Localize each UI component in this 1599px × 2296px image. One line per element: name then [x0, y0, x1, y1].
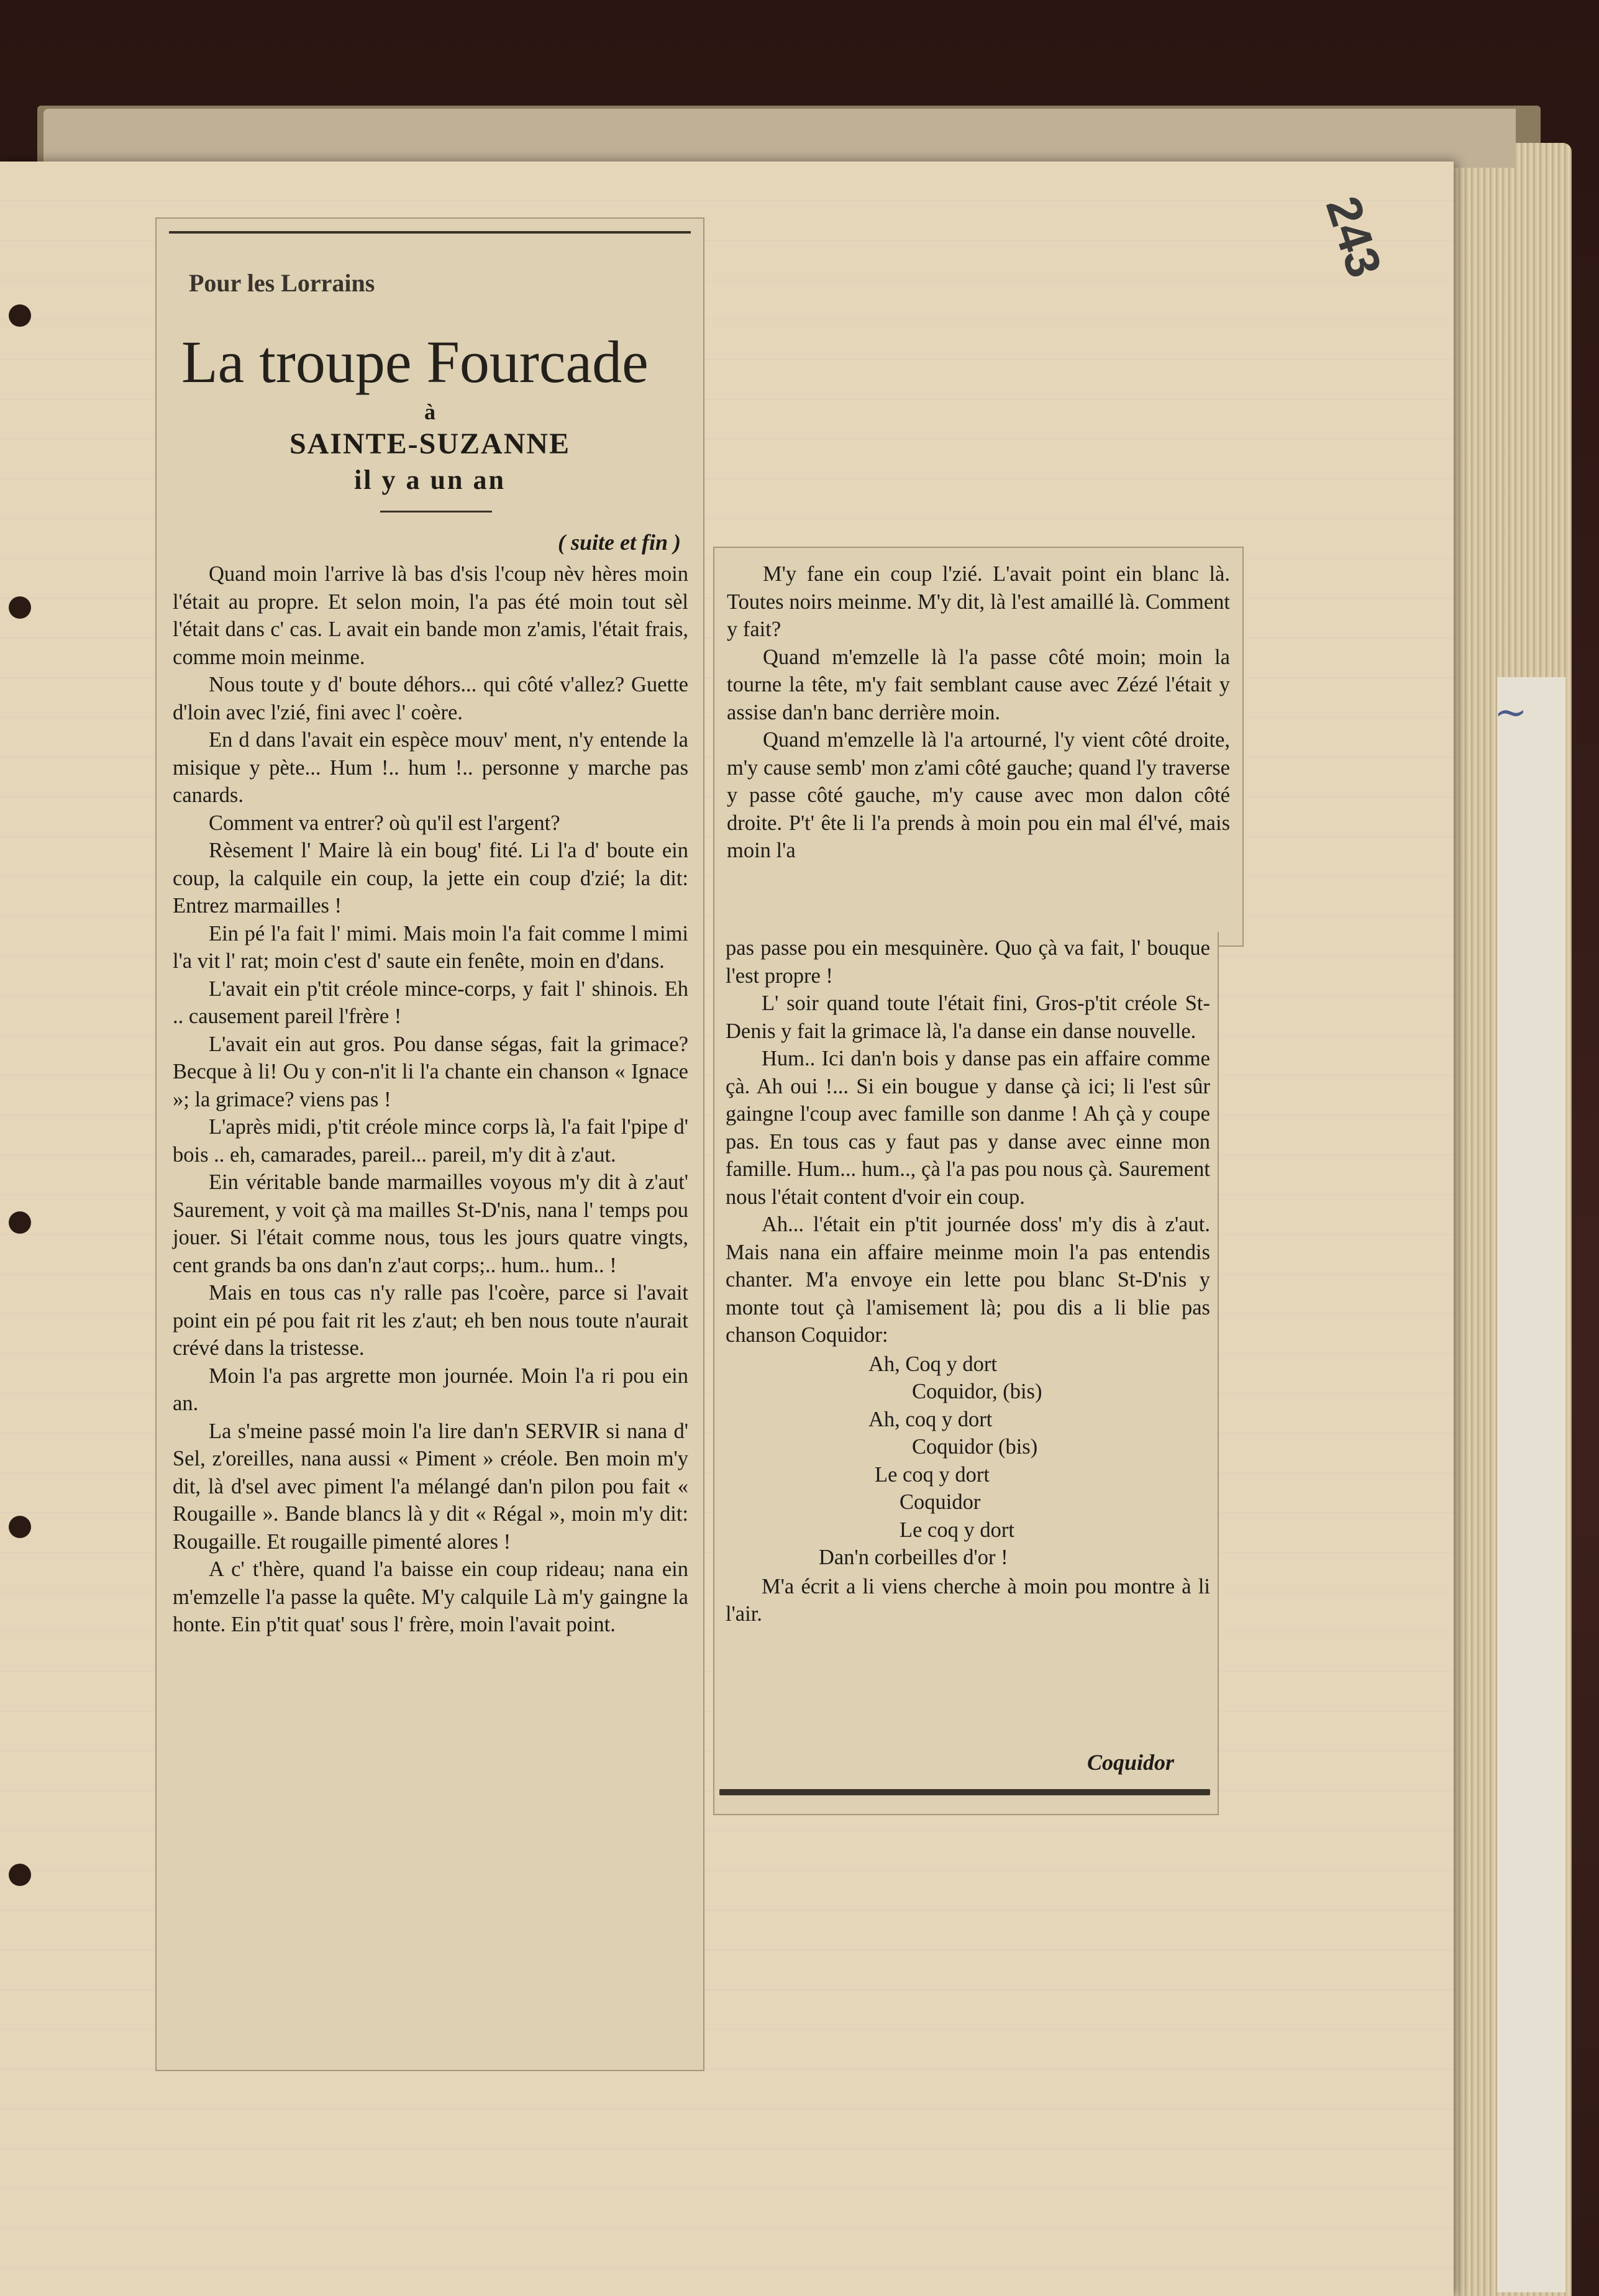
margin-handwriting: ~ [1494, 690, 1528, 736]
binding-hole [9, 304, 31, 327]
article-paragraph: L'après midi, p'tit créole mince corps là, l'a fait l'pipe d' bois .. eh, camarades, pareil... pareil, m'y dit à z'aut. [173, 1115, 688, 1167]
headline-preposition: à [424, 399, 435, 424]
song-line: Coquidor, (bis) [912, 1380, 1042, 1403]
article-paragraph: La s'meine passé moin l'a lire dan'n SERVIR si nana d' Sel, z'oreilles, nana aussi « Piment » créole. Ben moin m'y dit, là d'sel avec piment l'a mélangé dan'n pilon pou fait « Rougaille ». Bande blancs là y dit « Régal », moin m'y dit: Rougaille. Et rougaille pimenté alores ! [173, 1419, 688, 1554]
article-paragraph: Quand m'emzelle là l'a passe côté moin; moin la tourne la tête, m'y fait semblant cause avec Zézé l'était y assise dan'n banc derrière moin. [727, 645, 1230, 724]
newspaper-clipping-right-upper [713, 547, 1244, 947]
newspaper-clipping-right-lower [713, 932, 1219, 1815]
binding-hole [9, 1211, 31, 1234]
article-paragraph: L' soir quand toute l'était fini, Gros-p'tit créole St-Denis y fait la grimace là, l'a danse ein danse nouvelle. [726, 991, 1210, 1043]
binding-hole [9, 1864, 31, 1886]
closing-rule [719, 1789, 1210, 1795]
song-line: Coquidor (bis) [912, 1435, 1038, 1459]
article-paragraph: Ah... l'était ein p'tit journée doss' m'y dis à z'aut. Mais nana ein affaire meinme moin l'a pas entendis chanter. M'a envoye ein lette pou blanc St-D'nis y monte tout çà l'amisement là; pou dis a li blie pas chanson Coquidor: [726, 1213, 1210, 1347]
article-body-left [173, 560, 688, 1639]
article-paragraph: Moin l'a pas argrette mon journée. Moin l'a ri pou ein an. [173, 1364, 688, 1415]
song-line: Le coq y dort [900, 1518, 1014, 1542]
article-paragraph: M'y fane ein coup l'zié. L'avait point ein blanc là. Toutes noirs meinme. M'y dit, là l'est amaillé là. Comment y fait? [727, 562, 1230, 641]
song-verse [726, 1351, 1210, 1572]
suite-et-fin-label: ( suite et fin ) [558, 530, 681, 555]
article-paragraph: Hum.. Ici dan'n bois y danse pas ein affaire comme çà. Ah oui !... Si ein bougue y danse çà ici; li l'est sûr gaingne l'coup avec famille son danme ! Ah çà y coupe pas. En tous cas y faut pas y danse avec einne mon famille. Hum... hum.., çà l'a pas pou nous çà. Saurement nous l'était content d'voir ein coup. [726, 1047, 1210, 1209]
binding-hole [9, 596, 31, 619]
headline-date: il y a un an [354, 465, 506, 495]
song-line: Dan'n corbeilles d'or ! [819, 1546, 1008, 1569]
kicker: Pour les Lorrains [189, 269, 375, 297]
article-paragraph: En d dans l'avait ein espèce mouv' ment, n'y entende la misique y pète... Hum !.. hum !.. personne y marche pas canards. [173, 728, 688, 807]
binding-hole [9, 1516, 31, 1538]
inserted-sheet-edge [1497, 677, 1565, 2292]
article-paragraph: Comment va entrer? où qu'il est l'argent? [209, 811, 560, 835]
top-rule [169, 231, 691, 234]
article-paragraph: pas passe pou ein mesquinère. Quo çà va fait, l' bouque l'est propre ! [726, 936, 1210, 988]
ledger-top-edge [43, 109, 1516, 168]
song-line: Coquidor [900, 1490, 981, 1514]
article-paragraph: L'avait ein aut gros. Pou danse ségas, fait la grimace? Becque à li! Ou y con-n'it li l'a chante ein chanson « Ignace »; la grimace? viens pas ! [173, 1032, 688, 1111]
article-paragraph: Mais en tous cas n'y ralle pas l'coère, parce si l'avait point ein pé pou fait rit les z'aut; eh ben nous toute n'aurait crévé dans la tristesse. [173, 1281, 688, 1360]
article-paragraph: L'avait ein p'tit créole mince-corps, y fait l' shinois. Eh .. causement pareil l'frère ! [173, 977, 688, 1028]
article-paragraph: Nous toute y d' boute déhors... qui côté v'allez? Guette d'loin avec l'zié, fini avec l' coère. [173, 673, 688, 724]
article-paragraph: Ein pé l'a fait l' mimi. Mais moin l'a fait comme l mimi l'a vit l' rat; moin c'est d' saute ein fenête, moin en d'dans. [173, 921, 688, 973]
article-paragraph: A c' t'hère, quand l'a baisse ein coup rideau; nana ein m'emzelle l'a passe la quête. M'y calquile Là m'y gaingne la honte. Ein p'tit quat' sous l' frère, moin l'avait point. [173, 1557, 688, 1636]
article-paragraph: Quand moin l'arrive là bas d'sis l'coup nèv hères moin l'était au propre. Et selon moin, l'a pas été moin tout sèl l'était dans c' cas. L avait ein bande mon z'amis, l'était frais, comme moin meinme. [173, 562, 688, 669]
newspaper-clipping-left [155, 217, 704, 2071]
article-signature: Coquidor [1086, 1750, 1174, 1775]
article-paragraph: M'a écrit a li viens cherche à moin pou montre à li l'air. [726, 1574, 1210, 1626]
article-paragraph: Quand m'emzelle là l'a artourné, l'y vient côté droite, m'y cause semb' mon z'ami côté gauche; quand l'y traverse y passe côté gauche, m'y cause avec mon dalon côté droite. P't' ête li l'a prends à moin pou ein mal él'vé, mais moin l'a [727, 728, 1230, 862]
article-body-right-upper [727, 560, 1230, 865]
headline: La troupe Fourcade [181, 329, 649, 395]
headline-place: SAINTE-SUZANNE [289, 427, 571, 460]
handwritten-page-number: 243 [1315, 189, 1393, 284]
song-line: Ah, Coq y dort [868, 1352, 997, 1376]
article-paragraph: Ein véritable bande marmailles voyous m'y dit à z'aut' Saurement, y voit çà ma mailles St-D'nis, nana l' temps pou jouer. Si l'était comme nous, tous les jours quatre vingts, cent grands ba ons dan'n z'aut corps;.. hum.. hum.. ! [173, 1170, 688, 1277]
song-line: Le coq y dort [875, 1462, 990, 1487]
article-body-right-lower [726, 934, 1210, 1628]
article-paragraph: Rèsement l' Maire là ein boug' fité. Li l'a d' boute ein coup, la calquile ein coup, la jette ein coup d'zié; la dit: Entrez marmailles ! [173, 839, 688, 918]
song-line: Ah, coq y dort [868, 1407, 993, 1431]
headline-divider [380, 511, 492, 512]
